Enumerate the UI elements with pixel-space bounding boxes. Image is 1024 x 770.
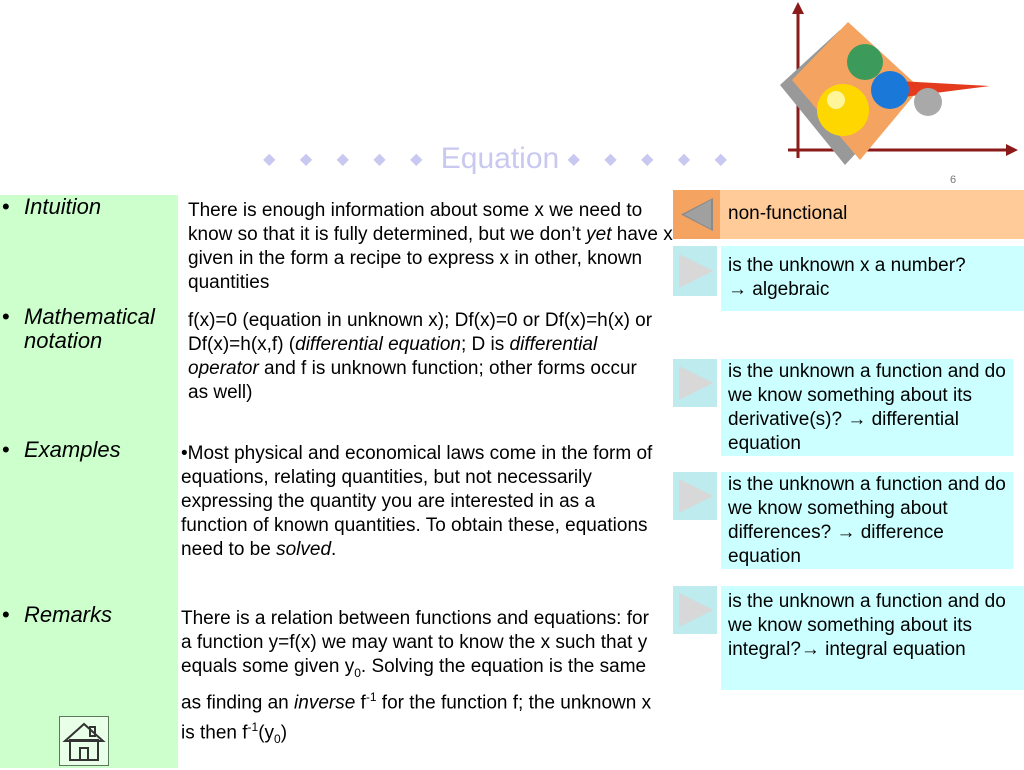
text-emphasis: yet xyxy=(586,224,612,245)
text-run: •Most physical and economical laws come in the form of equations, relating quantities, but not necessarily expressing the quantity you are interested in as a function of known quantities. To obtain these, equations need to be xyxy=(181,443,653,560)
text-run: . xyxy=(331,539,337,560)
text-run: There is a relation between functions and equations: for a function y=f(x) we may want to know the x such that y equals some given y xyxy=(181,608,649,677)
subscript: 0 xyxy=(274,732,281,747)
option-arrow-button[interactable] xyxy=(673,472,717,520)
text-run: f xyxy=(355,692,366,714)
left-panel xyxy=(0,195,178,768)
bullet-label: Mathematical notation xyxy=(24,304,155,353)
option-integral-equation[interactable] xyxy=(673,586,1024,690)
triangle-right-icon xyxy=(673,472,717,520)
bullet-label: Examples xyxy=(24,437,121,462)
bullet-label: Remarks xyxy=(24,602,113,627)
title-decoration-right: ◆ ◆ ◆ ◆ ◆ xyxy=(567,151,737,168)
superscript: -1 xyxy=(365,689,377,704)
option-arrow-button[interactable] xyxy=(673,190,720,239)
home-icon xyxy=(60,717,108,765)
triangle-left-icon xyxy=(673,190,720,239)
intuition-text xyxy=(188,199,674,295)
option-difference-equation[interactable] xyxy=(673,472,1013,569)
page-number: 6 xyxy=(950,174,957,186)
superscript: -1 xyxy=(247,720,259,735)
triangle-right-icon xyxy=(673,246,717,296)
bullet-dot: • xyxy=(2,304,10,329)
text-emphasis: differential equation xyxy=(295,334,461,355)
text-run: and f is unknown function; other forms occur as well) xyxy=(188,358,637,403)
option-label: is the unknown x a number? → algebraic xyxy=(728,255,966,300)
notation-text xyxy=(188,309,653,405)
title-text: Equation xyxy=(440,142,560,175)
examples-text xyxy=(181,442,661,562)
option-label: non-functional xyxy=(728,203,848,224)
home-button[interactable] xyxy=(59,716,109,766)
remarks-text xyxy=(181,607,661,751)
subscript: 0 xyxy=(354,665,361,680)
text-run: f(x)=0 (equation in unknown x); Df(x)=0 or Df(x)=h(x) or Df(x)=h(x,f) ( xyxy=(188,310,653,355)
bullet-dot: • xyxy=(2,602,10,627)
option-differential-equation[interactable] xyxy=(673,359,1013,456)
text-run: ) xyxy=(280,722,288,744)
text-run: . Solving the equation is the same as finding an xyxy=(181,656,647,714)
triangle-right-icon xyxy=(673,586,717,634)
text-run: have x given in the form a recipe to express x in other, known quantities xyxy=(188,224,673,293)
option-non-functional[interactable] xyxy=(673,190,1024,239)
option-arrow-button[interactable] xyxy=(673,359,717,407)
bullet-label: Intuition xyxy=(24,194,102,219)
text-emphasis: inverse xyxy=(294,692,356,714)
bullet-dot: • xyxy=(2,437,10,462)
title-decoration-left: ◆ ◆ ◆ ◆ ◆ xyxy=(263,151,433,168)
option-label: is the unknown a function and do we know something about differences? → difference equation xyxy=(728,474,1006,567)
bullet-dot: • xyxy=(2,194,10,219)
text-emphasis: differential operator xyxy=(188,334,598,379)
text-run: (y xyxy=(258,722,275,744)
triangle-right-icon xyxy=(673,359,717,407)
text-emphasis: solved xyxy=(276,539,332,560)
text-run: ; D is xyxy=(460,334,510,355)
text-run: for the function f; the unknown x is then f xyxy=(181,692,652,744)
option-label: is the unknown a function and do we know something about its integral?→ integral equation xyxy=(728,591,1006,660)
option-arrow-button[interactable] xyxy=(673,246,717,296)
text-run: There is enough information about some x we need to know so that it is fully determined, but we don’t xyxy=(188,200,643,245)
option-algebraic[interactable] xyxy=(673,246,1024,311)
option-arrow-button[interactable] xyxy=(673,586,717,634)
option-label: is the unknown a function and do we know something about its derivative(s)? → differential equation xyxy=(728,361,1006,454)
slide-title xyxy=(0,142,1000,176)
